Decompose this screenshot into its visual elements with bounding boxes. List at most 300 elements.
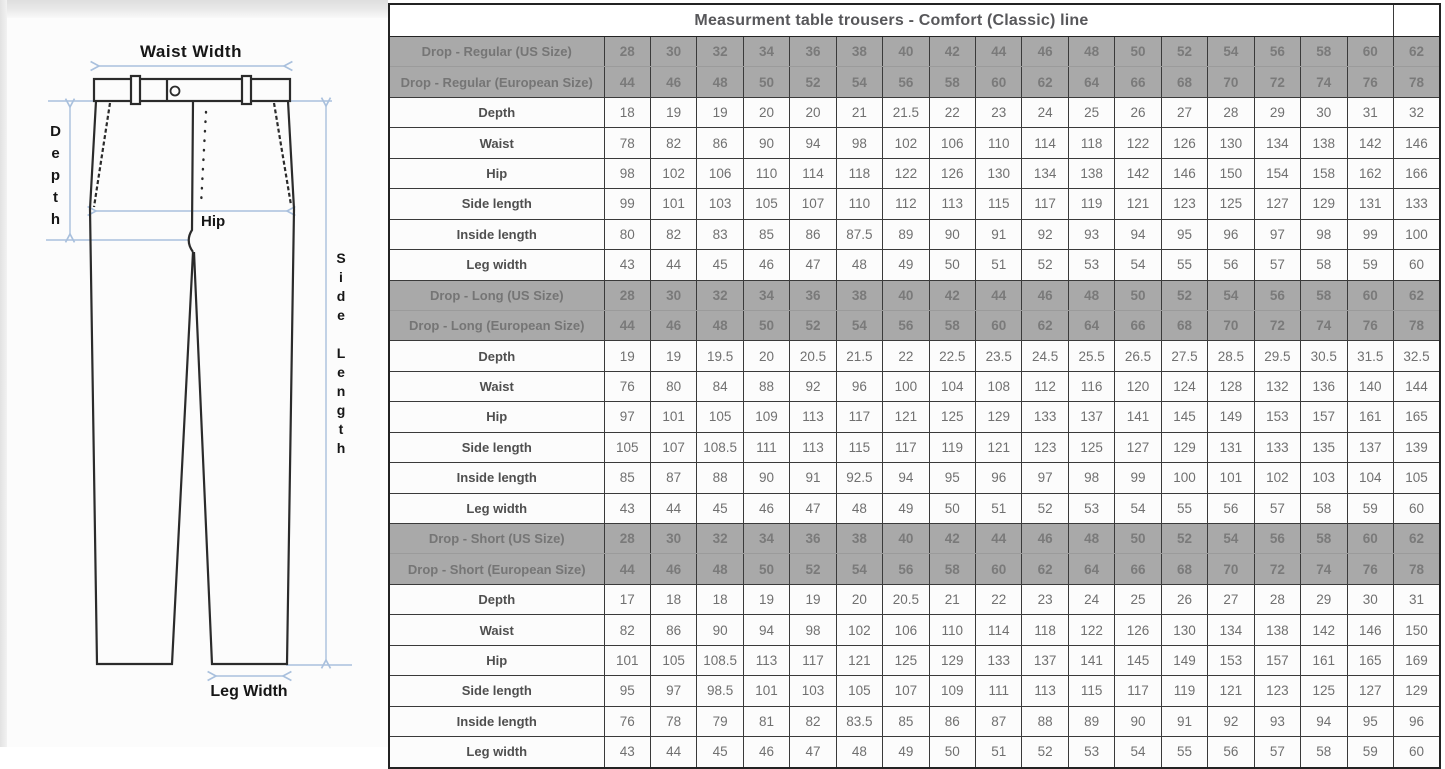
measurement-label: Inside length — [389, 219, 604, 249]
value-cell: 21 — [929, 584, 975, 614]
value-cell: 141 — [1115, 402, 1161, 432]
value-cell: 24 — [1068, 584, 1114, 614]
value-cell: 93 — [1254, 706, 1300, 736]
eu-size-cell: 68 — [1161, 554, 1207, 584]
eu-size-cell: 64 — [1068, 310, 1114, 340]
value-cell: 145 — [1115, 645, 1161, 675]
value-cell: 91 — [976, 219, 1022, 249]
measurement-row — [389, 615, 1440, 645]
value-cell: 129 — [1301, 189, 1347, 219]
us-size-cell: 54 — [1208, 524, 1254, 554]
measurement-row — [389, 97, 1440, 127]
trouser-drawing — [0, 0, 388, 747]
value-cell: 58 — [1301, 737, 1347, 768]
value-cell: 113 — [790, 402, 836, 432]
value-cell: 125 — [1208, 189, 1254, 219]
eu-size-cell: 70 — [1208, 554, 1254, 584]
value-cell: 51 — [976, 493, 1022, 523]
value-cell: 129 — [1393, 676, 1440, 706]
value-cell: 101 — [743, 676, 789, 706]
value-cell: 121 — [1208, 676, 1254, 706]
value-cell: 140 — [1347, 371, 1393, 401]
eu-size-cell: 76 — [1347, 554, 1393, 584]
value-cell: 54 — [1115, 493, 1161, 523]
measurement-row — [389, 706, 1440, 736]
eu-size-cell: 44 — [604, 67, 650, 97]
value-cell: 92 — [1022, 219, 1068, 249]
eu-size-cell: 60 — [976, 67, 1022, 97]
value-cell: 166 — [1393, 158, 1440, 188]
eu-size-cell: 46 — [650, 310, 696, 340]
value-cell: 108 — [976, 371, 1022, 401]
value-cell: 126 — [1161, 128, 1207, 158]
value-cell: 44 — [650, 493, 696, 523]
us-size-cell: 54 — [1208, 37, 1254, 67]
us-size-cell: 38 — [836, 280, 882, 310]
eu-size-cell: 68 — [1161, 67, 1207, 97]
value-cell: 45 — [697, 737, 743, 768]
page-edge-left — [0, 0, 7, 747]
eu-size-cell: 50 — [743, 310, 789, 340]
us-size-cell: 58 — [1301, 280, 1347, 310]
value-cell: 57 — [1254, 493, 1300, 523]
drop-us-label: Drop - Regular (US Size) — [389, 37, 604, 67]
eu-size-cell: 50 — [743, 554, 789, 584]
drop-eu-size-row — [389, 67, 1440, 97]
value-cell: 95 — [1347, 706, 1393, 736]
measurement-row — [389, 128, 1440, 158]
eu-size-cell: 66 — [1115, 67, 1161, 97]
eu-size-cell: 52 — [790, 67, 836, 97]
us-size-cell: 60 — [1347, 524, 1393, 554]
value-cell: 103 — [697, 189, 743, 219]
value-cell: 48 — [836, 493, 882, 523]
eu-size-cell: 62 — [1022, 67, 1068, 97]
us-size-cell: 42 — [929, 524, 975, 554]
value-cell: 47 — [790, 250, 836, 280]
value-cell: 32.5 — [1393, 341, 1440, 371]
value-cell: 106 — [929, 128, 975, 158]
eu-size-cell: 78 — [1393, 67, 1440, 97]
us-size-cell: 52 — [1161, 280, 1207, 310]
value-cell: 113 — [743, 645, 789, 675]
value-cell: 105 — [836, 676, 882, 706]
value-cell: 25.5 — [1068, 341, 1114, 371]
eu-size-cell: 66 — [1115, 554, 1161, 584]
value-cell: 82 — [650, 128, 696, 158]
value-cell: 122 — [1115, 128, 1161, 158]
us-size-cell: 50 — [1115, 524, 1161, 554]
value-cell: 112 — [883, 189, 929, 219]
value-cell: 46 — [743, 493, 789, 523]
measurement-label: Hip — [389, 158, 604, 188]
value-cell: 47 — [790, 737, 836, 768]
value-cell: 43 — [604, 737, 650, 768]
value-cell: 110 — [929, 615, 975, 645]
value-cell: 20 — [836, 584, 882, 614]
value-cell: 99 — [604, 189, 650, 219]
value-cell: 150 — [1393, 615, 1440, 645]
value-cell: 27.5 — [1161, 341, 1207, 371]
measurement-row — [389, 402, 1440, 432]
value-cell: 95 — [604, 676, 650, 706]
value-cell: 122 — [1068, 615, 1114, 645]
measurement-label: Inside length — [389, 706, 604, 736]
value-cell: 87 — [976, 706, 1022, 736]
value-cell: 80 — [604, 219, 650, 249]
measurement-label: Side length — [389, 189, 604, 219]
value-cell: 134 — [1208, 615, 1254, 645]
waist-width-label: Waist Width — [140, 42, 242, 61]
value-cell: 89 — [1068, 706, 1114, 736]
value-cell: 108.5 — [697, 432, 743, 462]
value-cell: 78 — [604, 128, 650, 158]
value-cell: 90 — [743, 128, 789, 158]
value-cell: 135 — [1301, 432, 1347, 462]
value-cell: 95 — [1161, 219, 1207, 249]
value-cell: 100 — [1161, 463, 1207, 493]
table-title: Measurment table trousers - Comfort (Classic) line — [389, 4, 1393, 37]
value-cell: 157 — [1301, 402, 1347, 432]
value-cell: 52 — [1022, 493, 1068, 523]
value-cell: 98 — [836, 128, 882, 158]
value-cell: 45 — [697, 250, 743, 280]
eu-size-cell: 64 — [1068, 554, 1114, 584]
value-cell: 120 — [1115, 371, 1161, 401]
value-cell: 138 — [1068, 158, 1114, 188]
value-cell: 20.5 — [883, 584, 929, 614]
fly-seam — [189, 101, 193, 252]
measurement-row — [389, 584, 1440, 614]
value-cell: 56 — [1208, 250, 1254, 280]
value-cell: 123 — [1022, 432, 1068, 462]
us-size-cell: 50 — [1115, 280, 1161, 310]
value-cell: 94 — [883, 463, 929, 493]
value-cell: 90 — [697, 615, 743, 645]
value-cell: 46 — [743, 737, 789, 768]
value-cell: 101 — [604, 645, 650, 675]
value-cell: 118 — [1022, 615, 1068, 645]
eu-size-cell: 54 — [836, 554, 882, 584]
measurement-row — [389, 676, 1440, 706]
value-cell: 27 — [1208, 584, 1254, 614]
value-cell: 82 — [790, 706, 836, 736]
value-cell: 86 — [650, 615, 696, 645]
measurement-label: Depth — [389, 341, 604, 371]
value-cell: 53 — [1068, 737, 1114, 768]
value-cell: 94 — [743, 615, 789, 645]
value-cell: 94 — [790, 128, 836, 158]
measurement-label: Depth — [389, 584, 604, 614]
us-size-cell: 34 — [743, 37, 789, 67]
drop-eu-label: Drop - Regular (European Size) — [389, 67, 604, 97]
value-cell: 114 — [1022, 128, 1068, 158]
eu-size-cell: 52 — [790, 310, 836, 340]
value-cell: 125 — [1301, 676, 1347, 706]
eu-size-cell: 70 — [1208, 67, 1254, 97]
value-cell: 78 — [650, 706, 696, 736]
value-cell: 23.5 — [976, 341, 1022, 371]
value-cell: 81 — [743, 706, 789, 736]
value-cell: 110 — [836, 189, 882, 219]
value-cell: 19 — [650, 341, 696, 371]
value-cell: 30 — [1347, 584, 1393, 614]
value-cell: 146 — [1161, 158, 1207, 188]
value-cell: 76 — [604, 706, 650, 736]
us-size-cell: 32 — [697, 524, 743, 554]
trouser-left-outline — [90, 101, 193, 664]
value-cell: 91 — [790, 463, 836, 493]
eu-size-cell: 46 — [650, 554, 696, 584]
value-cell: 133 — [1022, 402, 1068, 432]
value-cell: 26.5 — [1115, 341, 1161, 371]
eu-size-cell: 66 — [1115, 310, 1161, 340]
value-cell: 130 — [1208, 128, 1254, 158]
us-size-cell: 48 — [1068, 280, 1114, 310]
eu-size-cell: 64 — [1068, 67, 1114, 97]
value-cell: 103 — [1301, 463, 1347, 493]
value-cell: 29.5 — [1254, 341, 1300, 371]
value-cell: 107 — [790, 189, 836, 219]
value-cell: 60 — [1393, 493, 1440, 523]
eu-size-cell: 72 — [1254, 67, 1300, 97]
us-size-cell: 46 — [1022, 37, 1068, 67]
value-cell: 115 — [976, 189, 1022, 219]
value-cell: 83.5 — [836, 706, 882, 736]
value-cell: 52 — [1022, 250, 1068, 280]
side-length-label: Side Length — [333, 250, 349, 459]
leg-width-label: Leg Width — [210, 683, 288, 700]
measurement-row — [389, 737, 1440, 768]
value-cell: 90 — [743, 463, 789, 493]
value-cell: 125 — [883, 645, 929, 675]
eu-size-cell: 78 — [1393, 310, 1440, 340]
value-cell: 92 — [790, 371, 836, 401]
value-cell: 58 — [1301, 250, 1347, 280]
us-size-cell: 50 — [1115, 37, 1161, 67]
value-cell: 20 — [743, 341, 789, 371]
value-cell: 88 — [697, 463, 743, 493]
us-size-cell: 32 — [697, 280, 743, 310]
crease-dotted-line — [201, 112, 206, 205]
value-cell: 83 — [697, 219, 743, 249]
value-cell: 112 — [1022, 371, 1068, 401]
measurement-label: Depth — [389, 97, 604, 127]
value-cell: 106 — [883, 615, 929, 645]
value-cell: 134 — [1254, 128, 1300, 158]
value-cell: 18 — [650, 584, 696, 614]
eu-size-cell: 54 — [836, 67, 882, 97]
value-cell: 145 — [1161, 402, 1207, 432]
value-cell: 109 — [743, 402, 789, 432]
value-cell: 31.5 — [1347, 341, 1393, 371]
value-cell: 142 — [1115, 158, 1161, 188]
value-cell: 137 — [1022, 645, 1068, 675]
measurement-row — [389, 645, 1440, 675]
value-cell: 121 — [883, 402, 929, 432]
value-cell: 96 — [1208, 219, 1254, 249]
value-cell: 139 — [1393, 432, 1440, 462]
eu-size-cell: 72 — [1254, 310, 1300, 340]
value-cell: 84 — [697, 371, 743, 401]
value-cell: 122 — [883, 158, 929, 188]
value-cell: 98 — [790, 615, 836, 645]
eu-size-cell: 48 — [697, 554, 743, 584]
us-size-cell: 54 — [1208, 280, 1254, 310]
us-size-cell: 46 — [1022, 524, 1068, 554]
drop-eu-label: Drop - Short (European Size) — [389, 554, 604, 584]
value-cell: 102 — [836, 615, 882, 645]
value-cell: 97 — [1022, 463, 1068, 493]
pocket-left — [94, 103, 110, 207]
value-cell: 97 — [650, 676, 696, 706]
value-cell: 104 — [929, 371, 975, 401]
value-cell: 153 — [1208, 645, 1254, 675]
value-cell: 44 — [650, 737, 696, 768]
value-cell: 44 — [650, 250, 696, 280]
value-cell: 142 — [1347, 128, 1393, 158]
value-cell: 129 — [1161, 432, 1207, 462]
measurement-label: Leg width — [389, 737, 604, 768]
value-cell: 29 — [1301, 584, 1347, 614]
us-size-cell: 34 — [743, 524, 789, 554]
us-size-cell: 56 — [1254, 37, 1300, 67]
value-cell: 23 — [976, 97, 1022, 127]
value-cell: 154 — [1254, 158, 1300, 188]
value-cell: 118 — [1068, 128, 1114, 158]
value-cell: 119 — [929, 432, 975, 462]
value-cell: 130 — [976, 158, 1022, 188]
drop-us-size-row — [389, 37, 1440, 67]
value-cell: 102 — [883, 128, 929, 158]
value-cell: 97 — [1254, 219, 1300, 249]
value-cell: 50 — [929, 737, 975, 768]
us-size-cell: 28 — [604, 524, 650, 554]
measurement-row — [389, 189, 1440, 219]
value-cell: 87.5 — [836, 219, 882, 249]
value-cell: 149 — [1161, 645, 1207, 675]
value-cell: 94 — [1301, 706, 1347, 736]
value-cell: 132 — [1254, 371, 1300, 401]
eu-size-cell: 78 — [1393, 554, 1440, 584]
value-cell: 21 — [836, 97, 882, 127]
value-cell: 19 — [743, 584, 789, 614]
value-cell: 136 — [1301, 371, 1347, 401]
measurement-row — [389, 158, 1440, 188]
value-cell: 169 — [1393, 645, 1440, 675]
value-cell: 55 — [1161, 493, 1207, 523]
value-cell: 119 — [1068, 189, 1114, 219]
value-cell: 53 — [1068, 493, 1114, 523]
value-cell: 114 — [976, 615, 1022, 645]
value-cell: 86 — [790, 219, 836, 249]
value-cell: 127 — [1115, 432, 1161, 462]
value-cell: 96 — [1393, 706, 1440, 736]
eu-size-cell: 44 — [604, 554, 650, 584]
value-cell: 51 — [976, 250, 1022, 280]
value-cell: 113 — [1022, 676, 1068, 706]
drop-us-size-row — [389, 280, 1440, 310]
eu-size-cell: 56 — [883, 310, 929, 340]
value-cell: 90 — [1115, 706, 1161, 736]
eu-size-cell: 56 — [883, 554, 929, 584]
value-cell: 125 — [1068, 432, 1114, 462]
value-cell: 28 — [1208, 97, 1254, 127]
value-cell: 108.5 — [697, 645, 743, 675]
value-cell: 50 — [929, 493, 975, 523]
us-size-cell: 62 — [1393, 524, 1440, 554]
value-cell: 113 — [929, 189, 975, 219]
value-cell: 43 — [604, 250, 650, 280]
value-cell: 30.5 — [1301, 341, 1347, 371]
us-size-cell: 60 — [1347, 280, 1393, 310]
us-size-cell: 28 — [604, 280, 650, 310]
eu-size-cell: 62 — [1022, 310, 1068, 340]
value-cell: 58 — [1301, 493, 1347, 523]
value-cell: 82 — [604, 615, 650, 645]
measurement-row — [389, 219, 1440, 249]
eu-size-cell: 68 — [1161, 310, 1207, 340]
us-size-cell: 62 — [1393, 37, 1440, 67]
us-size-cell: 56 — [1254, 524, 1300, 554]
drop-us-label: Drop - Short (US Size) — [389, 524, 604, 554]
value-cell: 153 — [1254, 402, 1300, 432]
value-cell: 123 — [1254, 676, 1300, 706]
value-cell: 28 — [1254, 584, 1300, 614]
us-size-cell: 38 — [836, 524, 882, 554]
value-cell: 97 — [604, 402, 650, 432]
eu-size-cell: 54 — [836, 310, 882, 340]
value-cell: 92 — [1208, 706, 1254, 736]
value-cell: 126 — [929, 158, 975, 188]
us-size-cell: 30 — [650, 524, 696, 554]
value-cell: 104 — [1347, 463, 1393, 493]
us-size-cell: 52 — [1161, 37, 1207, 67]
drop-eu-size-row — [389, 310, 1440, 340]
value-cell: 114 — [790, 158, 836, 188]
us-size-cell: 40 — [883, 280, 929, 310]
value-cell: 49 — [883, 493, 929, 523]
value-cell: 21.5 — [836, 341, 882, 371]
eu-size-cell: 58 — [929, 67, 975, 97]
value-cell: 25 — [1068, 97, 1114, 127]
value-cell: 18 — [604, 97, 650, 127]
value-cell: 133 — [976, 645, 1022, 675]
value-cell: 107 — [650, 432, 696, 462]
value-cell: 57 — [1254, 737, 1300, 768]
value-cell: 101 — [650, 402, 696, 432]
value-cell: 60 — [1393, 250, 1440, 280]
value-cell: 76 — [604, 371, 650, 401]
measurement-label: Side length — [389, 432, 604, 462]
value-cell: 60 — [1393, 737, 1440, 768]
depth-label: Depth — [47, 123, 64, 233]
value-cell: 24 — [1022, 97, 1068, 127]
value-cell: 102 — [650, 158, 696, 188]
value-cell: 165 — [1393, 402, 1440, 432]
value-cell: 55 — [1161, 737, 1207, 768]
value-cell: 19 — [650, 97, 696, 127]
value-cell: 98 — [604, 158, 650, 188]
value-cell: 149 — [1208, 402, 1254, 432]
eu-size-cell: 74 — [1301, 310, 1347, 340]
measurement-row — [389, 463, 1440, 493]
us-size-cell: 36 — [790, 524, 836, 554]
value-cell: 116 — [1068, 371, 1114, 401]
us-size-cell: 62 — [1393, 280, 1440, 310]
value-cell: 102 — [1254, 463, 1300, 493]
value-cell: 103 — [790, 676, 836, 706]
